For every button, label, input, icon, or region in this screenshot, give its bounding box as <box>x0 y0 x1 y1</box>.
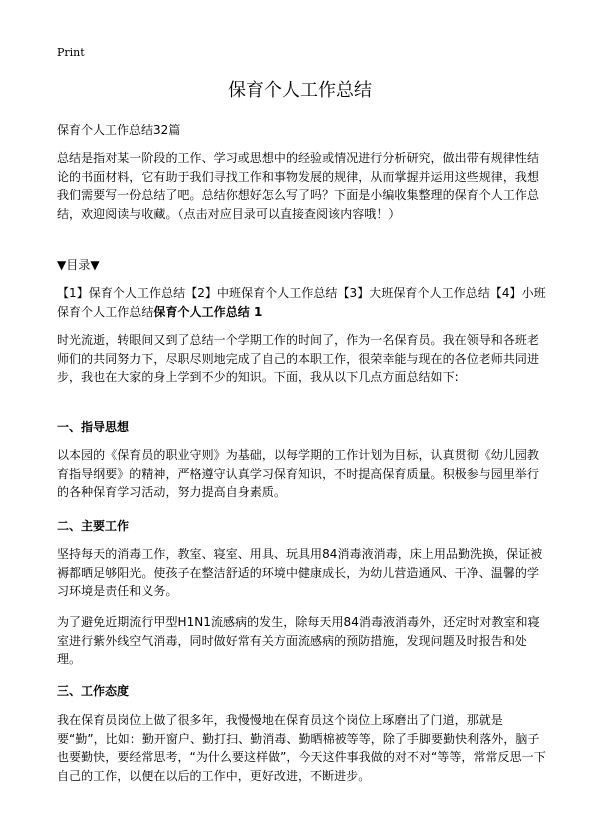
opening-paragraph: 时光流逝，转眼间又到了总结一个学期工作的时间了，作为一名保育员。我在领导和各班老师们的共同努力下，尽职尽则地完成了自己的本职工作，很荣幸能与现在的各位老师共同进步，我也在大家的身上学到不少的知识。下面，我从以下几点方面总结如下: <box>57 333 540 385</box>
toc-item-1[interactable]: 【1】保育个人工作总结 <box>57 286 186 300</box>
subtitle: 保育个人工作总结32篇 <box>57 123 181 137</box>
section-paragraph: 我在保育员岗位上做了很多年，我慢慢地在保育员这个岗位上琢磨出了门道，那就是要“勤”，比如：勤开窗户、勤打扫、勤消毒、勤晒棉被等等，除了手脚要勤快利落外，脑子也要勤快，要经常思考，“为什么要这样做”，今天这件事我做的对不对“等等，常常反思一下自己的工作，以便在以后的工作中，更好改进，不断进步。 <box>57 713 546 783</box>
section-heading-work-attitude: 三、工作态度 <box>57 684 130 698</box>
section-paragraph: 坚持每天的消毒工作，教室、寝室、用具、玩具用84消毒液消毒，床上用品勤洗换，保证被褥都晒足够阳光。使孩子在整洁舒适的环境中健康成长，为幼儿营造通风、干净、温馨的学习环境是责任和义务。 <box>57 547 543 599</box>
toc-item-4[interactable]: 【4】小班保育个人工作总结 <box>57 286 546 319</box>
section-heading-guiding-thought: 一、指导思想 <box>57 420 130 434</box>
section-paragraph: 以本园的《保育员的职业守则》为基础，以每学期的工作计划为目标，认真贯彻《幼儿园教育指导纲要》的精神，严格遵守认真学习保育知识，不时提高保育质量。积极参与园里举行的各种保育学习活动，努力提高自身素质。 <box>57 448 540 500</box>
section-heading-main-work: 二、主要工作 <box>57 519 130 533</box>
toc-toggle[interactable]: ▼目录▼ <box>57 258 100 272</box>
toc-item-3[interactable]: 【3】大班保育个人工作总结 <box>337 286 490 300</box>
section-paragraph: 为了避免近期流行甲型H1N1流感病的发生，除每天用84消毒液消毒外，还定时对教室和寝室进行紫外线空气消毒，同时做好常有关方面流感病的预防措施，发现问题及时报告和处理。 <box>57 615 540 667</box>
print-link[interactable]: Print <box>57 46 85 59</box>
page-title: 保育个人工作总结 <box>228 80 372 101</box>
toc-current-heading: 保育个人工作总结 1 <box>153 304 263 319</box>
table-of-contents <box>57 284 547 321</box>
intro-paragraph: 总结是指对某一阶段的工作、学习或思想中的经验或情况进行分析研究，做出带有规律性结论的书面材料，它有助于我们寻找工作和事物发展的规律，从而掌握并运用这些规律，我想我们需要写一份总结了吧。总结你想好怎么写了吗？下面是小编收集整理的保育个人工作总结，欢迎阅读与收藏。（点击对应目录可以直接查阅该内容哦！） <box>57 151 540 221</box>
toc-item-2[interactable]: 【2】中班保育个人工作总结 <box>185 286 338 300</box>
